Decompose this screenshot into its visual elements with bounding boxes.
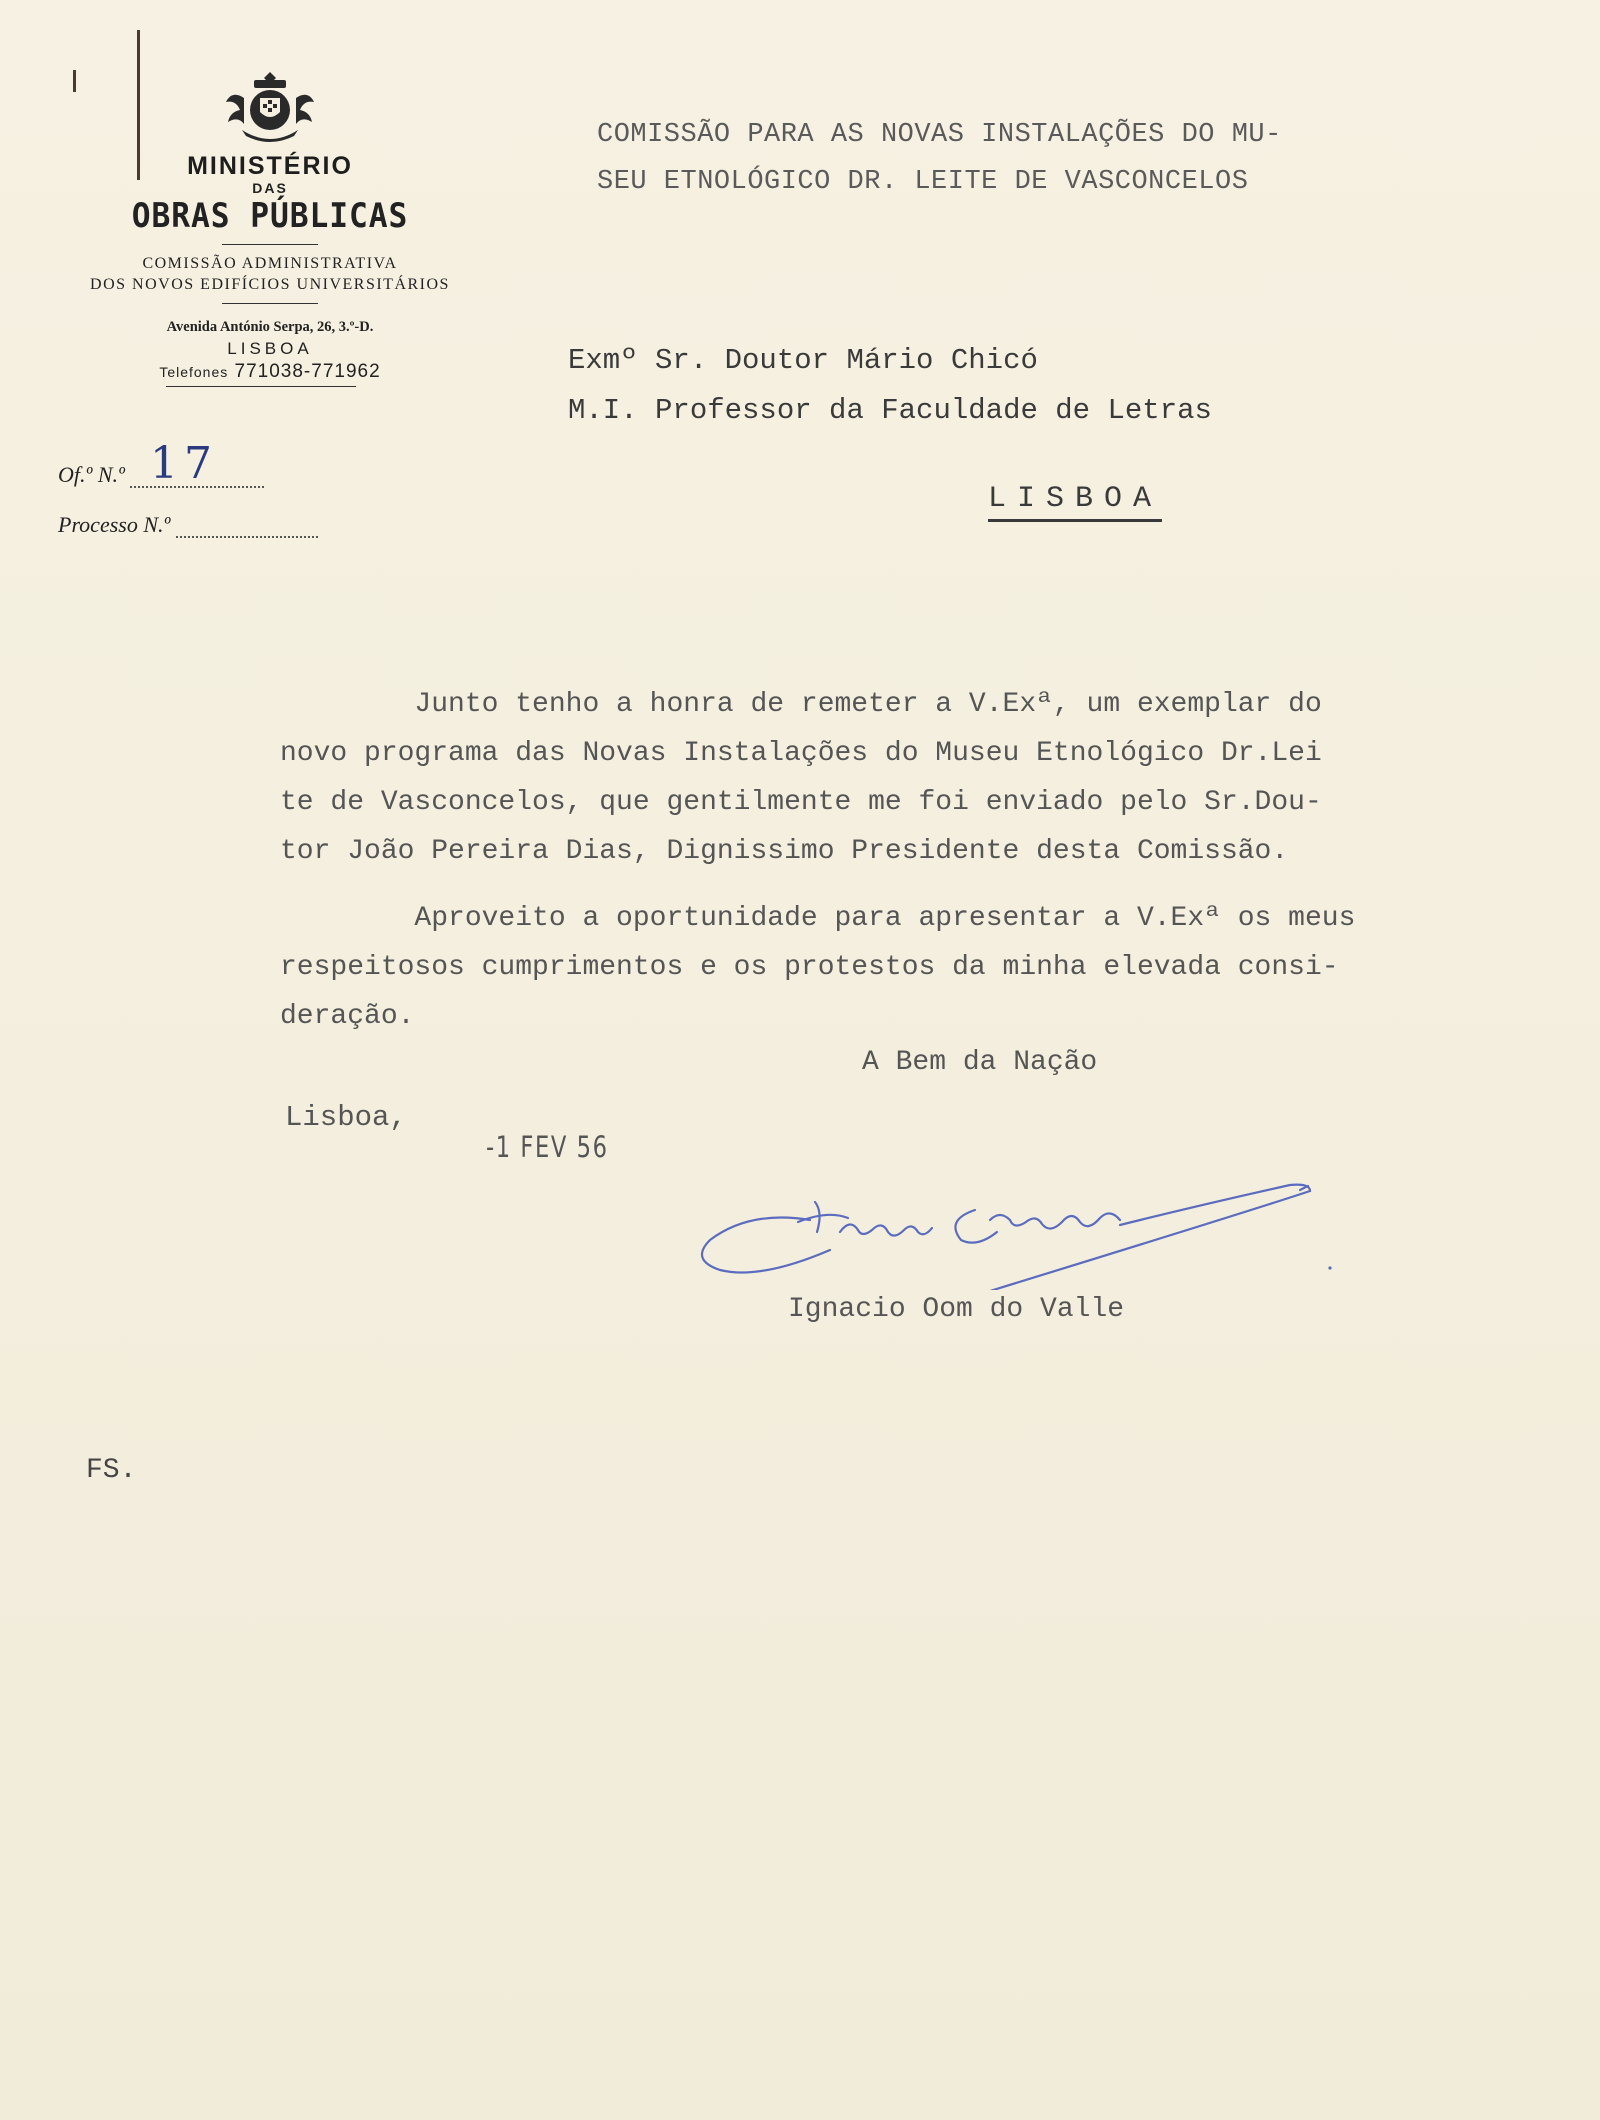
commission-header-line: SEU ETNOLÓGICO DR. LEITE DE VASCONCELOS — [597, 167, 1249, 197]
processo-reference — [58, 512, 318, 538]
commission-header — [597, 112, 1282, 206]
ministry-name: MINISTÉRIO — [187, 152, 353, 180]
divider — [222, 244, 318, 245]
addressee-city: LISBOA — [988, 482, 1162, 522]
letterhead — [40, 70, 500, 395]
oficio-label: Of.º N.º — [58, 462, 125, 487]
body-line: tor João Pereira Dias, Dignissimo Presidente desta Comissão. — [280, 836, 1289, 867]
commission-line-2: DOS NOVOS EDIFÍCIOS UNIVERSITÁRIOS — [90, 276, 450, 293]
body-line: deração. — [280, 1001, 415, 1032]
addressee-name: Exmº Sr. Doutor Mário Chicó — [568, 344, 1038, 377]
letter-body — [280, 680, 1540, 1041]
commission-header-line: COMISSÃO PARA AS NOVAS INSTALAÇÕES DO MU- — [597, 120, 1282, 150]
processo-label: Processo N.º — [58, 512, 171, 537]
body-line: Aproveito a oportunidade para apresentar a V.Exª os meus — [280, 903, 1356, 934]
body-line: Junto tenho a honra de remeter a V.Exª, um exemplar do — [280, 689, 1322, 720]
body-line: te de Vasconcelos, que gentilmente me foi enviado pelo Sr.Dou- — [280, 787, 1322, 818]
commission-line-1: COMISSÃO ADMINISTRATIVA — [142, 255, 398, 272]
coat-of-arms-icon — [222, 70, 318, 146]
closing-formula: A Bem da Nação — [862, 1047, 1098, 1078]
processo-line — [176, 536, 318, 538]
letterhead-city: LISBOA — [227, 339, 313, 358]
typist-initials: FS. — [86, 1455, 137, 1486]
divider — [166, 386, 356, 387]
handwritten-signature — [690, 1180, 1420, 1290]
department-name: OBRAS PÚBLICAS — [131, 196, 409, 236]
oficio-number: 17 — [150, 438, 218, 489]
letterhead-address: Avenida António Serpa, 26, 3.º-D. — [166, 319, 374, 335]
divider — [222, 303, 318, 304]
body-line: novo programa das Novas Instalações do Museu Etnológico Dr.Lei — [280, 738, 1322, 769]
date-stamp: -1 FEV 56 — [486, 1130, 609, 1164]
phones-value: 771038-771962 — [234, 361, 381, 382]
place-line: Lisboa, — [285, 1101, 407, 1134]
addressee-block — [568, 336, 1212, 436]
addressee-title: M.I. Professor da Faculdade de Letras — [568, 394, 1212, 427]
body-line: respeitosos cumprimentos e os protestos da minha elevada consi- — [280, 952, 1339, 983]
signer-name: Ignacio Oom do Valle — [788, 1294, 1125, 1325]
ministry-connector: DAS — [252, 180, 288, 196]
letterhead-phones — [40, 360, 500, 384]
phones-label: Telefones — [159, 364, 229, 380]
